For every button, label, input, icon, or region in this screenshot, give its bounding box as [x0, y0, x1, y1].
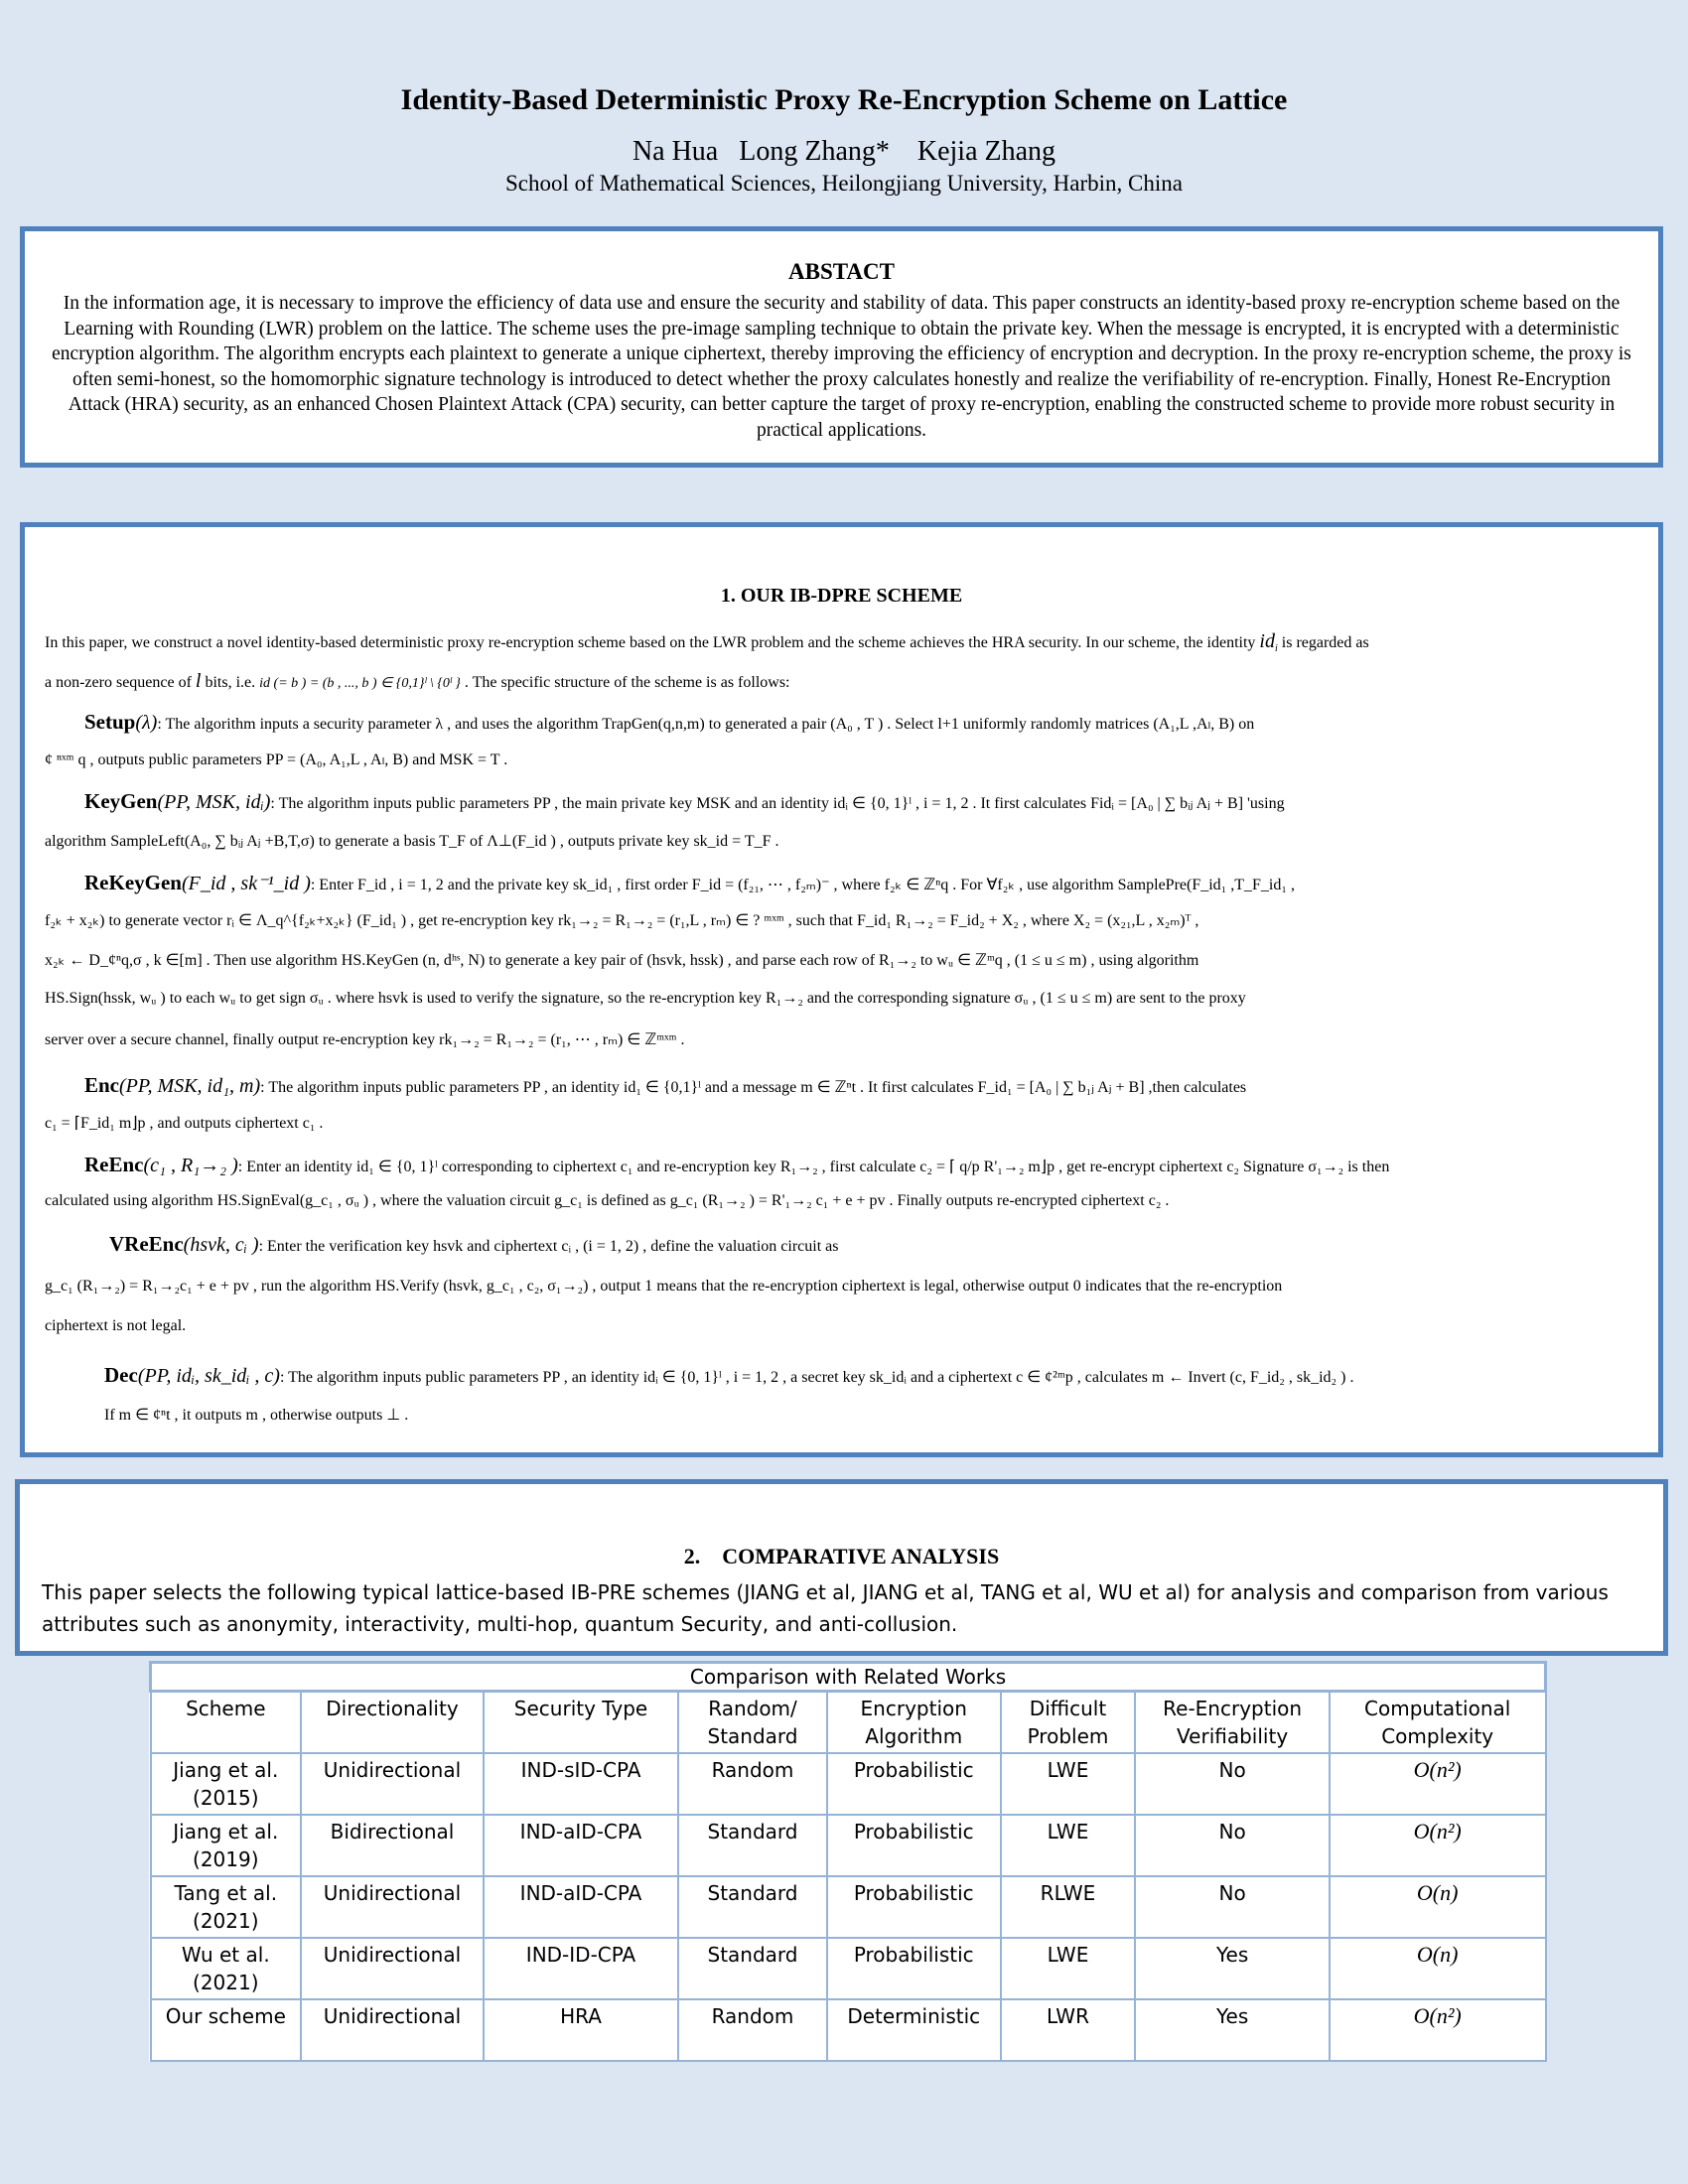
- table-cell: Jiang et al. (2015): [151, 1753, 302, 1815]
- rekeygen-line-2: f₂ₖ + x₂ₖ) to generate vector rᵢ ∈ Λ_q^{f₂ₖ+x₂ₖ} (F_id₁ ) , get re-encryption key rk₁→₂ = R₁→₂ = (r₁,L , rₘ) ∈ ? ᵐˣᵐ , such that F_id₁ R₁→₂ = F_id₂ + X₂ , where X₂ = (x₂₁,L , x₂ₘ)ᵀ ,: [45, 912, 1199, 929]
- setup-name: Setup: [84, 710, 136, 734]
- table-cell: Unidirectional: [301, 1999, 484, 2061]
- enc-name: Enc: [84, 1073, 120, 1097]
- table-cell: Deterministic: [827, 1999, 1001, 2061]
- table-cell: LWE: [1001, 1753, 1136, 1815]
- abstract-body: In the information age, it is necessary to improve the efficiency of data use and ensure the security and stability of data. This paper constructs an identity-based proxy re-encryption scheme based on the Learning with Rounding (LWR) problem on the lattice. The scheme uses the pre-image sampling technique to obtain the private key. When the message is encrypted, it is encrypted with a deterministic encryption algorithm. The algorithm encrypts each plaintext to generate a unique ciphertext, thereby improving the efficiency of encryption and decryption. In the proxy re-encryption scheme, the proxy is often semi-honest, so the homomorphic signature technology is introduced to detect whether the proxy calculates honestly and realize the verifiability of re-encryption. Finally, Honest Re-Encryption Attack (HRA) security, as an enhanced Chosen Plaintext Attack (CPA) security, can better capture the target of proxy re-encryption, enabling the constructed scheme to provide more robust security in practical applications.: [52, 293, 1631, 441]
- dec-name: Dec: [104, 1363, 138, 1387]
- table-cell: Unidirectional: [301, 1938, 484, 1999]
- comparison-heading: 2. COMPARATIVE ANALYSIS: [683, 1544, 1000, 1569]
- table-cell: O(n²): [1330, 1753, 1546, 1815]
- intro-formula: id (= b ) = (b , ..., b ) ∈ {0,1}ˡ \ {0ˡ }: [259, 676, 461, 691]
- col-header: Encryption Algorithm: [827, 1692, 1001, 1754]
- table-cell: Standard: [678, 1938, 827, 1999]
- table-cell: IND-ID-CPA: [484, 1938, 678, 1999]
- table-row: [151, 1753, 1546, 1815]
- table-cell: Probabilistic: [827, 1753, 1001, 1815]
- vreenc-line-1: [45, 1232, 1643, 1257]
- reenc-text-1: : Enter an identity id₁ ∈ {0, 1}ˡ corresponding to ciphertext c₁ and re-encryption key R₁→₂ , first calculate c₂ = ⌈ q/p R'₁→₂ m⌋p , get re-encrypt ciphertext c₂ Signature σ₁→₂ is then: [237, 1159, 1390, 1175]
- abstract-section: [20, 226, 1663, 468]
- col-header: Directionality: [301, 1692, 484, 1754]
- dec-line-2: If m ∈ ¢ⁿt , it outputs m , otherwise outputs ⊥ .: [104, 1407, 409, 1424]
- rekeygen-line-3: x₂ₖ ← D_¢ⁿq,σ , k ∈[m] . Then use algorithm HS.KeyGen (n, dʰˢ, N) to generate a key pair of (hsvk, hssk) , and parse each row of R₁→₂ to wᵤ ∈ ℤᵐq , (1 ≤ u ≤ m) , using algorithm: [45, 952, 1199, 969]
- table-cell: Probabilistic: [827, 1938, 1001, 1999]
- poster-title: Identity-Based Deterministic Proxy Re-Encryption Scheme on Lattice: [400, 83, 1288, 116]
- table-row: [151, 1938, 1546, 1999]
- reenc-line-2: calculated using algorithm HS.SignEval(g_c₁ , σᵤ ) , where the valuation circuit g_c₁ is defined as g_c₁ (R₁→₂ ) = R'₁→₂ c₁ + e + pv . Finally outputs re-encrypted ciphertext c₂ .: [45, 1192, 1170, 1209]
- col-header: Scheme: [151, 1692, 302, 1754]
- keygen-line-2: algorithm SampleLeft(A₀, ∑ bᵢⱼ Aⱼ +B,T,σ) to generate a basis T_F of Λ⊥(F_id ) , outputs private key sk_id = T_F .: [45, 833, 779, 850]
- keygen-line-1: [45, 789, 1643, 814]
- enc-line-1: [45, 1073, 1643, 1098]
- reenc-name: ReEnc: [84, 1153, 144, 1176]
- intro-text-2: is regarded as: [1277, 634, 1369, 651]
- scheme-section: [20, 522, 1663, 1457]
- table-cell: Probabilistic: [827, 1876, 1001, 1938]
- enc-args: (PP, MSK, id₁, m): [119, 1075, 261, 1097]
- reenc-args: (c₁ , R₁→₂ ): [143, 1155, 238, 1176]
- vreenc-args: (hsvk, cᵢ ): [183, 1234, 259, 1256]
- keygen-args: (PP, MSK, idᵢ): [157, 791, 271, 813]
- col-header: Difficult Problem: [1001, 1692, 1136, 1754]
- table-cell: LWR: [1001, 1999, 1136, 2061]
- col-header: Re-Encryption Verifiability: [1135, 1692, 1330, 1754]
- table-cell: O(n²): [1330, 1815, 1546, 1876]
- setup-args: (λ): [135, 712, 158, 734]
- enc-line-2: c₁ = ⌈F_id₁ m⌋p , and outputs ciphertext c₁ .: [45, 1115, 324, 1132]
- table-caption: Comparison with Related Works: [151, 1663, 1546, 1692]
- reenc-line-1: [45, 1153, 1643, 1177]
- table-cell: Standard: [678, 1876, 827, 1938]
- table-cell: O(n): [1330, 1938, 1546, 1999]
- dec-text-1: : The algorithm inputs public parameters PP , an identity idᵢ ∈ {0, 1}ˡ , i = 1, 2 , a secret key sk_idᵢ and a ciphertext c ∈ ¢²ᵐp , calculates m ← Invert (c, F_id₂ , sk_id₂ ) .: [279, 1369, 1354, 1386]
- comparison-body: This paper selects the following typical lattice-based IB-PRE schemes (JIANG et al, JIANG et al, TANG et al, WU et al) for analysis and comparison from various attributes such as anonymity, interactivity, multi-hop, quantum Security, and anti-collusion.: [42, 1580, 1609, 1636]
- table-cell: Wu et al. (2021): [151, 1938, 302, 1999]
- scheme-intro-line-1: In this paper, we construct a novel identity-based deterministic proxy re-encryption scheme based on the LWR problem and the scheme achieves the HRA security. In our scheme, the identity $id_i$ is regarded as: [45, 630, 1369, 655]
- table-cell: Unidirectional: [301, 1876, 484, 1938]
- table-cell: Unidirectional: [301, 1753, 484, 1815]
- affiliation: School of Mathematical Sciences, Heilongjiang University, Harbin, China: [505, 171, 1183, 196]
- comparison-section: [15, 1479, 1668, 1656]
- table-cell: Standard: [678, 1815, 827, 1876]
- setup-line-2: ¢ ⁿˣᵐ q , outputs public parameters PP = (A₀, A₁,L , Aₗ, B) and MSK = T .: [45, 751, 508, 768]
- table-cell: O(n): [1330, 1876, 1546, 1938]
- scheme-intro-line-2: [45, 670, 1643, 693]
- intro-l: l: [195, 670, 202, 692]
- table-cell: Our scheme: [151, 1999, 302, 2061]
- rekeygen-line-4: HS.Sign(hssk, wᵤ ) to each wᵤ to get sign σᵤ . where hsvk is used to verify the signature, so the re-encryption key R₁→₂ and the corresponding signature σᵤ , (1 ≤ u ≤ m) are sent to the proxy: [45, 990, 1246, 1007]
- vreenc-line-2: g_c₁ (R₁→₂) = R₁→₂c₁ + e + pv , run the algorithm HS.Verify (hsvk, g_c₁ , c₂, σ₁→₂) , output 1 means that the re-encryption ciphertext is legal, otherwise output 0 indicates that the re-encryption: [45, 1278, 1283, 1295]
- table-cell: Random: [678, 1999, 827, 2061]
- abstract-heading: ABSTACT: [788, 259, 895, 284]
- table-cell: No: [1135, 1876, 1330, 1938]
- keygen-name: KeyGen: [84, 789, 158, 813]
- keygen-text-1: : The algorithm inputs public parameters PP , the main private key MSK and an identity idᵢ ∈ {0, 1}ˡ , i = 1, 2 . It first calculates Fidᵢ = [A₀ | ∑ bᵢⱼ Aⱼ + B] 'using: [270, 795, 1285, 812]
- table-cell: O(n²): [1330, 1999, 1546, 2061]
- intro-id: id: [1259, 630, 1275, 652]
- authors: Na Hua Long Zhang* Kejia Zhang: [632, 136, 1056, 167]
- table-header-row: [151, 1692, 1546, 1754]
- table-row: [151, 1999, 1546, 2061]
- intro-text-4: bits, i.e.: [201, 674, 260, 691]
- table-cell: IND-aID-CPA: [484, 1876, 678, 1938]
- table-cell: No: [1135, 1815, 1330, 1876]
- col-header: Random/ Standard: [678, 1692, 827, 1754]
- col-header: Security Type: [484, 1692, 678, 1754]
- table-row: [151, 1815, 1546, 1876]
- table-body: [151, 1753, 1546, 2061]
- table-cell: No: [1135, 1753, 1330, 1815]
- table-cell: RLWE: [1001, 1876, 1136, 1938]
- setup-text-1: : The algorithm inputs a security parameter λ , and uses the algorithm TrapGen(q,n,m) to generated a pair (A₀ , T ) . Select l+1 uniformly randomly matrices (A₁,L ,Aₗ, B) on: [157, 716, 1255, 733]
- table-cell: HRA: [484, 1999, 678, 2061]
- intro-text-3: a non-zero sequence of: [45, 674, 196, 691]
- comparison-table: [149, 1661, 1547, 2062]
- intro-text-1: In this paper, we construct a novel identity-based deterministic proxy re-encryption scheme based on the LWR problem and the scheme achieves the HRA security. In our scheme, the identity: [45, 634, 1260, 651]
- rekeygen-args: (F_id , sk⁻¹_id ): [181, 873, 311, 894]
- dec-args: (PP, idᵢ, sk_idᵢ , c): [137, 1365, 280, 1387]
- table-row: [151, 1876, 1546, 1938]
- rekeygen-name: ReKeyGen: [84, 871, 182, 894]
- rekeygen-text-1: : Enter F_id , i = 1, 2 and the private key sk_id₁ , first order F_id = (f₂₁, ⋯ , f₂ₘ)⁻ , where f₂ₖ ∈ ℤⁿq . For ∀f₂ₖ , use algorithm SamplePre(F_id₁ ,T_F_id₁ ,: [310, 877, 1295, 893]
- vreenc-name: VReEnc: [109, 1232, 184, 1256]
- table-cell: Yes: [1135, 1938, 1330, 1999]
- table-cell: Random: [678, 1753, 827, 1815]
- vreenc-line-3: ciphertext is not legal.: [45, 1317, 187, 1334]
- table-cell: Probabilistic: [827, 1815, 1001, 1876]
- table-cell: Yes: [1135, 1999, 1330, 2061]
- rekeygen-line-1: [45, 871, 1643, 895]
- table-cell: IND-sID-CPA: [484, 1753, 678, 1815]
- rekeygen-line-5: server over a secure channel, finally output re-encryption key rk₁→₂ = R₁→₂ = (r₁, ⋯ , rₘ) ∈ ℤᵐˣᵐ .: [45, 1031, 685, 1048]
- intro-text-5: . The specific structure of the scheme is as follows:: [460, 674, 790, 691]
- table-cell: LWE: [1001, 1815, 1136, 1876]
- scheme-heading: 1. OUR IB-DPRE SCHEME: [720, 585, 963, 607]
- table-cell: Tang et al. (2021): [151, 1876, 302, 1938]
- table-cell: Bidirectional: [301, 1815, 484, 1876]
- table-cell: LWE: [1001, 1938, 1136, 1999]
- table-cell: IND-aID-CPA: [484, 1815, 678, 1876]
- table-cell: Jiang et al. (2019): [151, 1815, 302, 1876]
- vreenc-text-1: : Enter the verification key hsvk and ciphertext cᵢ , (i = 1, 2) , define the valuation circuit as: [258, 1238, 839, 1255]
- col-header: Computational Complexity: [1330, 1692, 1546, 1754]
- enc-text-1: : The algorithm inputs public parameters PP , an identity id₁ ∈ {0,1}ˡ and a message m ∈ ℤⁿt . It first calculates F_id₁ = [A₀ | ∑ b₁ⱼ Aⱼ + B] ,then calculates: [260, 1079, 1247, 1096]
- dec-line-1: [45, 1363, 1643, 1388]
- setup-line-1: [45, 710, 1643, 735]
